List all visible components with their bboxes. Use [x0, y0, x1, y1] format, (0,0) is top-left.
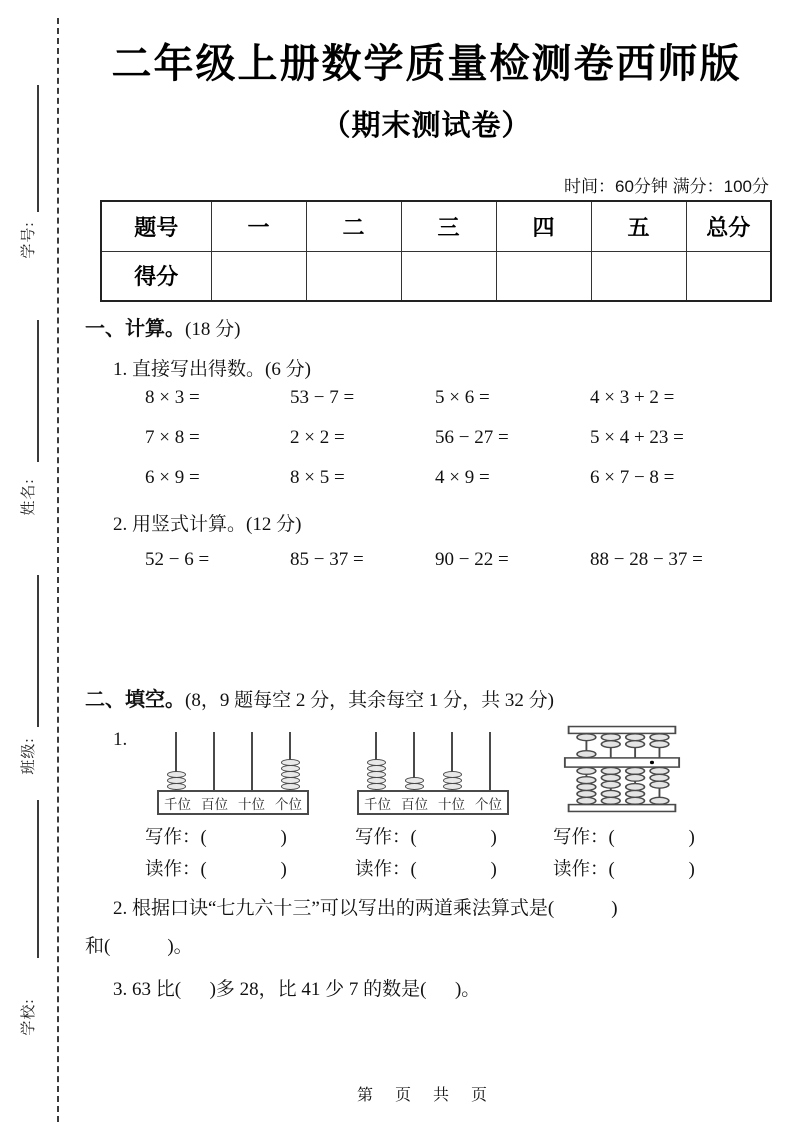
- score-table-cell-1: 一: [211, 201, 306, 251]
- suanpan-bead: [577, 797, 596, 804]
- suanpan-bead: [601, 734, 620, 741]
- math-problem: 4 × 9 =: [435, 467, 490, 488]
- place-value-abacus-1: [157, 732, 309, 815]
- abacus-column: [471, 732, 509, 790]
- abacus-rods: [357, 732, 509, 790]
- score-blank-cell: [686, 251, 771, 301]
- score-table: [100, 200, 772, 302]
- binding-dashed-line: [57, 18, 59, 1122]
- place-value-label: 个位: [475, 796, 502, 812]
- read-as-blank: 读作：( ): [355, 860, 497, 880]
- math-problem: 2 × 2 =: [290, 427, 345, 448]
- class-label: 班级:: [21, 737, 37, 775]
- place-value-label: 千位: [164, 796, 191, 812]
- place-value-label: 千位: [364, 796, 391, 812]
- suanpan-bead: [650, 734, 669, 741]
- place-value-label: 十位: [438, 796, 465, 812]
- read-as-blank: 读作：( ): [553, 860, 695, 880]
- abacus-column: [433, 732, 471, 790]
- write-as-blank: 写作：( ): [145, 828, 287, 848]
- fill-item3: 3. 63 比( )多 28，比 41 少 7 的数是( )。: [113, 979, 481, 1000]
- abacus-bead: [367, 783, 386, 790]
- place-value-abacus-2: [357, 732, 509, 815]
- section2-title: 二、填空。: [85, 689, 185, 711]
- score-row-label: 得分: [101, 251, 211, 301]
- suanpan-bead: [601, 790, 620, 797]
- suanpan-beam: [565, 758, 679, 767]
- write-as-blank: 写作：( ): [355, 828, 497, 848]
- suanpan-bead: [626, 734, 645, 741]
- write-as-blank: 写作：( ): [553, 828, 695, 848]
- school-label: 学校:: [21, 998, 37, 1036]
- student-id-label: 学号:: [21, 221, 37, 259]
- score-blank-cell: [401, 251, 496, 301]
- score-table-cell-3: 三: [401, 201, 496, 251]
- chinese-abacus: [563, 725, 681, 813]
- suanpan-bead: [650, 781, 669, 788]
- section1-points: (18 分): [185, 319, 241, 340]
- suanpan-bottom-bar: [569, 805, 676, 812]
- math-problem: 6 × 9 =: [145, 467, 200, 488]
- place-value-label: 百位: [401, 796, 428, 812]
- score-table-cell-5: 五: [591, 201, 686, 251]
- read-as-blank: 读作：( ): [145, 860, 287, 880]
- suanpan-bead: [650, 741, 669, 748]
- suanpan-bead: [577, 734, 596, 741]
- name-label: 姓名:: [21, 478, 37, 516]
- math-problem: 90 − 22 =: [435, 549, 509, 570]
- abacus-bead: [405, 783, 424, 790]
- suanpan-bead: [626, 767, 645, 774]
- math-problem: 7 × 8 =: [145, 427, 200, 448]
- abacus-column: [157, 732, 195, 790]
- place-value-label: 个位: [275, 796, 302, 812]
- math-problem: 52 − 6 =: [145, 549, 210, 570]
- suanpan-bead: [601, 781, 620, 788]
- score-table-cell-2: 二: [306, 201, 401, 251]
- place-value-label: 十位: [238, 796, 265, 812]
- abacus-bead: [443, 783, 462, 790]
- section2-heading: [85, 683, 554, 712]
- score-table-header-row: [101, 201, 771, 251]
- math-problem: 88 − 28 − 37 =: [590, 549, 703, 570]
- suanpan-unit-dot: [650, 761, 654, 764]
- score-table-cell-total: 总分: [686, 201, 771, 251]
- section1-sub1-label: 1. 直接写出得数。(6 分): [113, 359, 311, 380]
- fill-item1-number: 1.: [113, 729, 128, 750]
- suanpan-bead: [626, 774, 645, 781]
- suanpan-bead: [650, 767, 669, 774]
- place-value-label-box: [157, 790, 309, 815]
- page-footer: 第 页 共 页: [356, 1087, 496, 1104]
- abacus-bead: [281, 783, 300, 790]
- score-blank-cell: [306, 251, 401, 301]
- abacus-rod: [213, 732, 215, 791]
- suanpan-bead: [601, 797, 620, 804]
- read-as-row: [145, 855, 783, 881]
- fill-item2-line1: 2. 根据口诀“七九六十三”可以写出的两道乘法算式是( ): [113, 898, 618, 919]
- score-table-cell-4: 四: [496, 201, 591, 251]
- suanpan-bead: [577, 767, 596, 774]
- abacus-rod: [489, 732, 491, 791]
- suanpan-bead: [626, 784, 645, 791]
- section1-heading: [85, 312, 240, 341]
- school-write-line: [37, 800, 39, 958]
- score-table-score-row: [101, 251, 771, 301]
- math-problem: 4 × 3 + 2 =: [590, 387, 675, 408]
- math-problem: 5 × 6 =: [435, 387, 490, 408]
- fill-item2-line2: 和( )。: [85, 936, 193, 957]
- student-id-write-line: [37, 85, 39, 212]
- math-problem: 8 × 3 =: [145, 387, 200, 408]
- abacus-column: [357, 732, 395, 790]
- abacus-column: [395, 732, 433, 790]
- math-problem: 5 × 4 + 23 =: [590, 427, 684, 448]
- section1-sub2-label: 2. 用竖式计算。(12 分): [113, 514, 302, 535]
- score-blank-cell: [496, 251, 591, 301]
- suanpan-bead: [577, 751, 596, 758]
- abacus-rod: [251, 732, 253, 791]
- page-title: 二年级上册数学质量检测卷西师版: [111, 42, 742, 86]
- class-write-line: [37, 575, 39, 727]
- score-blank-cell: [591, 251, 686, 301]
- suanpan-bead: [577, 777, 596, 784]
- math-problem: 6 × 7 − 8 =: [590, 467, 675, 488]
- math-problem: 8 × 5 =: [290, 467, 345, 488]
- abacus-rods: [157, 732, 309, 790]
- suanpan-top-bar: [569, 727, 676, 734]
- suanpan-bead: [626, 797, 645, 804]
- name-write-line: [37, 320, 39, 462]
- suanpan-bead: [577, 790, 596, 797]
- column-calc-grid: [145, 540, 783, 580]
- suanpan-bead: [626, 790, 645, 797]
- suanpan-bead: [650, 774, 669, 781]
- abacus-column: [233, 732, 271, 790]
- section2-points: (8，9 题每空 2 分，其余每空 1 分，共 32 分): [185, 690, 554, 711]
- fill-item1: [85, 723, 783, 819]
- suanpan-bead: [626, 741, 645, 748]
- header: [60, 32, 793, 144]
- suanpan-bead: [601, 774, 620, 781]
- score-blank-cell: [211, 251, 306, 301]
- page-subtitle: （期末测试卷）: [321, 110, 532, 142]
- write-as-row: [145, 823, 783, 849]
- oral-calc-grid: [145, 378, 783, 498]
- suanpan-bead: [601, 767, 620, 774]
- math-problem: 56 − 27 =: [435, 427, 509, 448]
- abacus-column: [271, 732, 309, 790]
- place-value-label-box: [357, 790, 509, 815]
- math-problem: 85 − 37 =: [290, 549, 364, 570]
- section1-title: 一、计算。: [85, 318, 185, 340]
- suanpan-bead: [601, 741, 620, 748]
- suanpan-bead: [650, 797, 669, 804]
- abacus-bead: [167, 783, 186, 790]
- place-value-label: 百位: [201, 796, 228, 812]
- suanpan-bead: [577, 784, 596, 791]
- math-problem: 53 − 7 =: [290, 387, 355, 408]
- score-table-cell-question-no: 题号: [101, 201, 211, 251]
- time-score-info: 时间：60分钟 满分：100分: [564, 177, 769, 196]
- abacus-column: [195, 732, 233, 790]
